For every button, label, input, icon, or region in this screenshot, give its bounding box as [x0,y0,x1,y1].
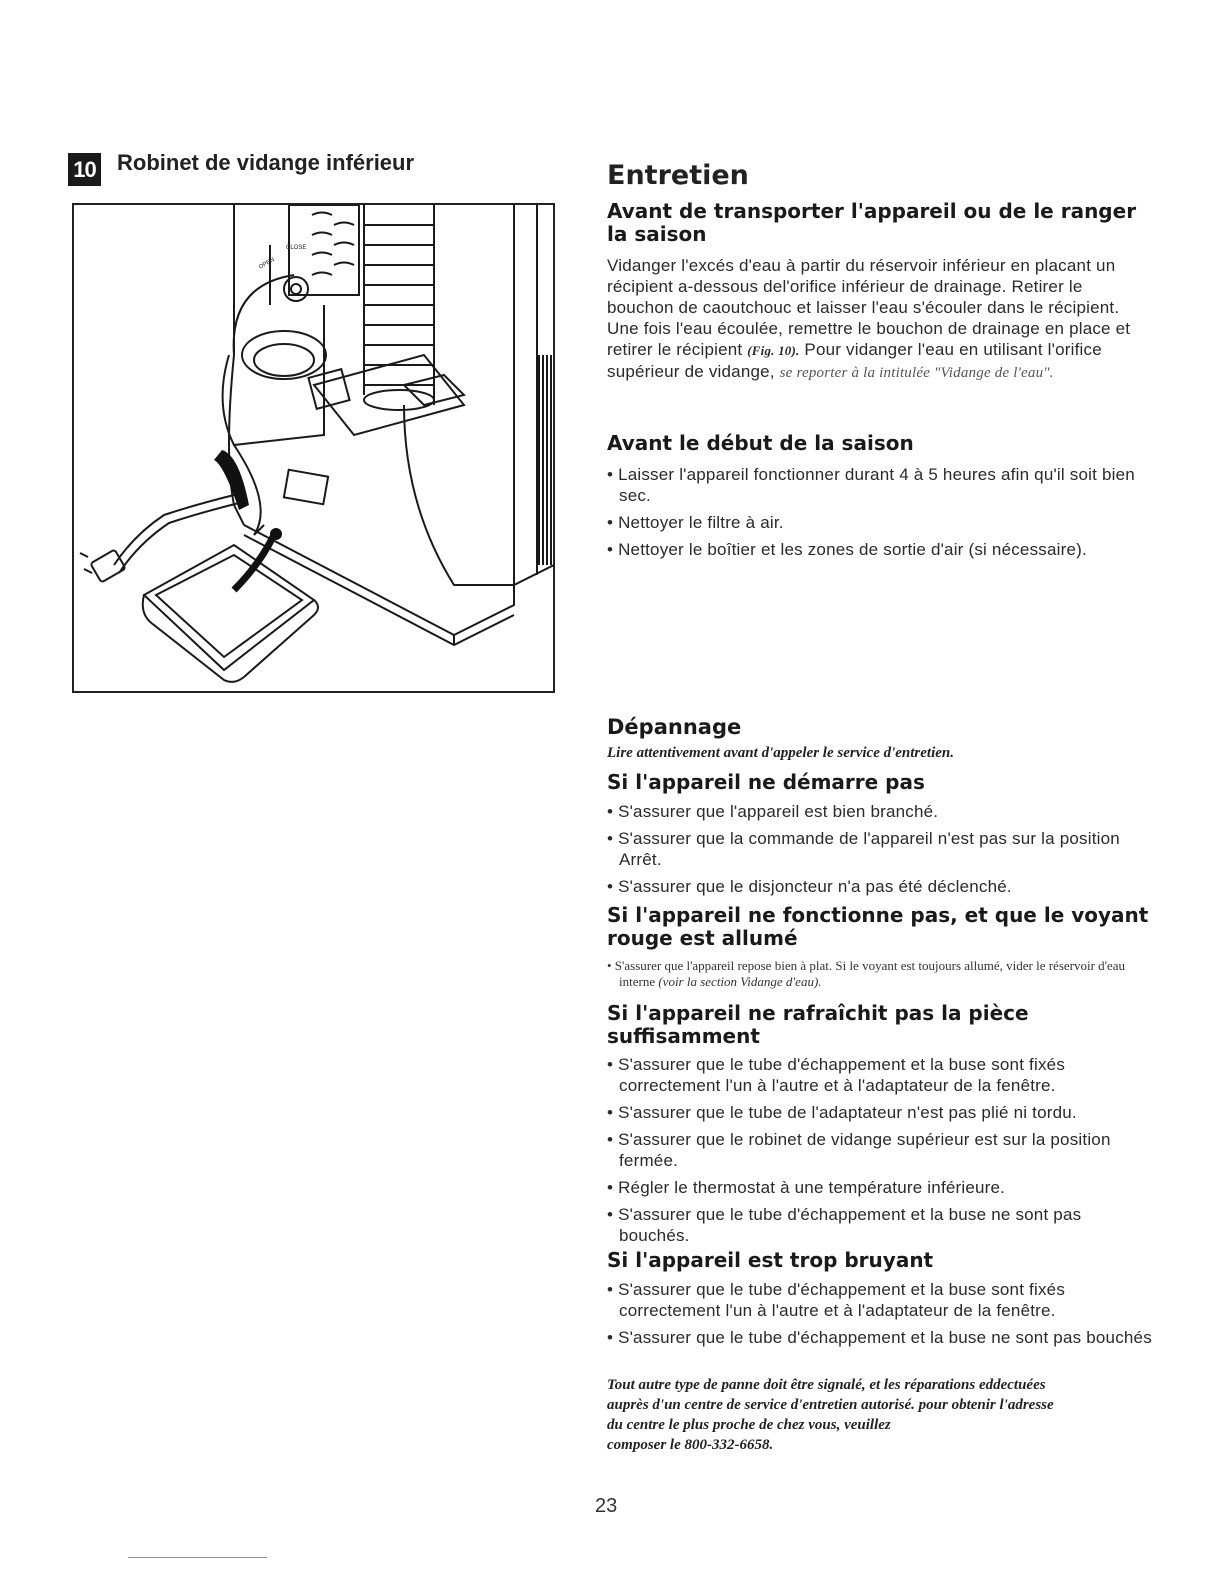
section-title-entretien: Entretien [607,160,749,191]
list-debut-saison [607,464,1152,560]
list-item: • Nettoyer le boîtier et les zones de sortie d'air (si nécessaire). [607,540,1087,559]
dehumidifier-drain-illustration [74,205,553,691]
heading-trop-bruyant: Si l'appareil est trop bruyant [607,1248,934,1272]
list-item: • S'assurer que l'appareil est bien branché. [607,802,939,821]
closing-line: du centre le plus proche de chez vous, veuillez [607,1417,891,1433]
heading-transport: Avant de transporter l'appareil ou de le ranger la saison [607,199,1137,246]
list-item: • S'assurer que le robinet de vidange supérieur est sur la position fermée. [607,1130,1111,1170]
figure-title: Robinet de vidange inférieur [117,150,415,175]
list-item: • S'assurer que le tube d'échappement et la buse sont fixés correctement l'un à l'autre et à l'adaptateur de la fenêtre. [607,1280,1066,1320]
closing-line: auprès d'un centre de service d'entretien autorisé. pour obtenir l'adresse [607,1397,1054,1413]
paragraph-transport [607,255,1152,384]
list-trop-bruyant [607,1279,1152,1348]
list-item: • S'assurer que la commande de l'appareil n'est pas sur la position Arrêt. [607,829,1120,869]
heading-debut-saison: Avant le début de la saison [607,431,914,455]
list-item: • Régler le thermostat à une température inférieure. [607,1178,1006,1197]
voyant-text-italic: (voir la section Vidange d'eau). [658,974,822,989]
transport-text-after: Pour vidanger l'eau en utilisant l'orifice supérieur de vidange, [607,340,1102,381]
page-number: 23 [595,1495,618,1517]
section-title-depannage: Dépannage [607,715,742,739]
heading-ne-rafraichit-pas: Si l'appareil ne rafraîchit pas la pièce suffisamment [607,1001,1029,1048]
list-item: • S'assurer que le disjoncteur n'a pas été déclenché. [607,877,1012,896]
figure-illustration [72,203,555,693]
voyant-text: • S'assurer que l'appareil repose bien à plat. Si le voyant est toujours allumé, vider le réservoir d'eau interne [607,958,1126,989]
valve-open-label: OPEN [258,257,276,271]
heading-voyant-rouge: Si l'appareil ne fonctionne pas, et que le voyant rouge est allumé [607,903,1149,950]
list-item: • S'assurer que le tube d'échappement et la buse sont fixés correctement l'un à l'autre et à l'adaptateur de la fenêtre. [607,1055,1066,1095]
footer-rule [128,1557,267,1558]
transport-text-italic: se reporter à la intitulée "Vidange de l'eau". [779,365,1054,381]
voyant-note [607,958,1164,990]
transport-text-main: Vidanger l'excés d'eau à partir du réservoir inférieur en placant un récipient a-dessous del'orifice inférieur de drainage. Retirer le bouchon de caoutchouc et laisser l'eau s'écouler dans le récipient. Une fois l'eau écoulée, remettre le bouchon de drainage en place et retirer le récipient [607,256,1131,359]
closing-line: Tout autre type de panne doit être signalé, et les réparations eddectuées [607,1377,1046,1393]
list-ne-rafraichit-pas [607,1054,1152,1246]
list-item: • Laisser l'appareil fonctionner durant 4 à 5 heures afin qu'il soit bien sec. [607,465,1135,505]
list-item: • S'assurer que le tube d'échappement et la buse ne sont pas bouchés. [607,1205,1082,1245]
list-item: • S'assurer que le tube de l'adaptateur n'est pas plié ni tordu. [607,1103,1077,1122]
list-ne-demarre-pas [607,801,1152,897]
closing-note [607,1375,1152,1455]
heading-ne-demarre-pas: Si l'appareil ne démarre pas [607,770,925,794]
figure-number-badge: 10 [68,153,101,186]
depannage-intro: Lire attentivement avant d'appeler le service d'entretien. [607,745,955,761]
closing-phone-line: composer le 800-332-6658. [607,1437,774,1453]
figure-reference: (Fig. 10). [747,343,800,358]
list-item: • Nettoyer le filtre à air. [607,513,784,532]
list-item: • S'assurer que le tube d'échappement et la buse ne sont pas bouchés [607,1328,1152,1347]
valve-close-label: CLOSE [286,245,307,251]
